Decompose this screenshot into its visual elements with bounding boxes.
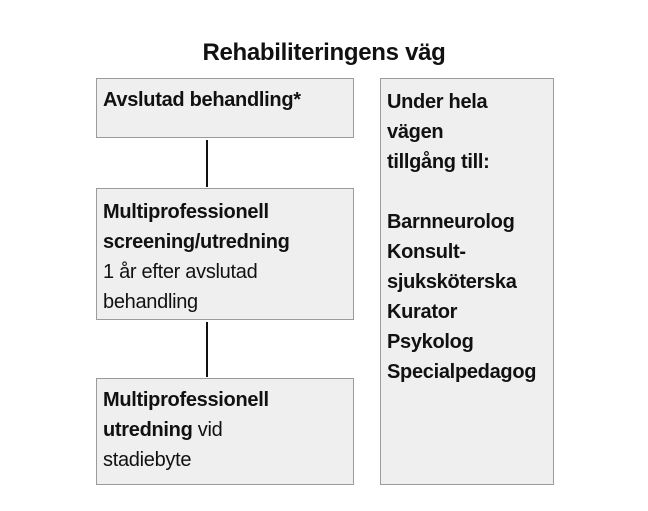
step3-detail-line1: stadiebyte [103,449,192,471]
side-item: Specialpedagog [387,361,537,383]
step2-heading-line2: screening/utredning [103,231,290,253]
side-intro-line3: tillgång till: [387,151,490,173]
side-item: Barnneurolog [387,211,515,233]
step-box-screening [96,188,354,320]
connector-line-step2-step3 [206,322,208,377]
step2-detail-line2: behandling [103,291,198,313]
step3-heading-line2 [103,415,347,445]
step3-heading-rest: vid [192,419,223,441]
side-item: Kurator [387,301,458,323]
connector-line-step1-step2 [206,140,208,187]
step1-label: Avslutad behandling* [103,89,301,111]
step-box-completed-treatment [96,78,354,138]
step2-detail-line1: 1 år efter avslutad [103,261,258,283]
step3-heading-bold: utredning [103,419,193,441]
side-intro-line2: vägen [387,121,444,143]
side-panel-resources [380,78,554,485]
side-intro-line1: Under hela [387,91,488,113]
step-box-stage-change [96,378,354,485]
step3-heading-line1: Multiprofessionell [103,389,269,411]
side-item: Konsult- [387,241,466,263]
side-item: sjuksköterska [387,271,517,293]
step2-heading-line1: Multiprofessionell [103,201,269,223]
diagram-title: Rehabiliteringens väg [202,39,446,66]
side-item: Psykolog [387,331,474,353]
side-spacer [387,177,547,207]
